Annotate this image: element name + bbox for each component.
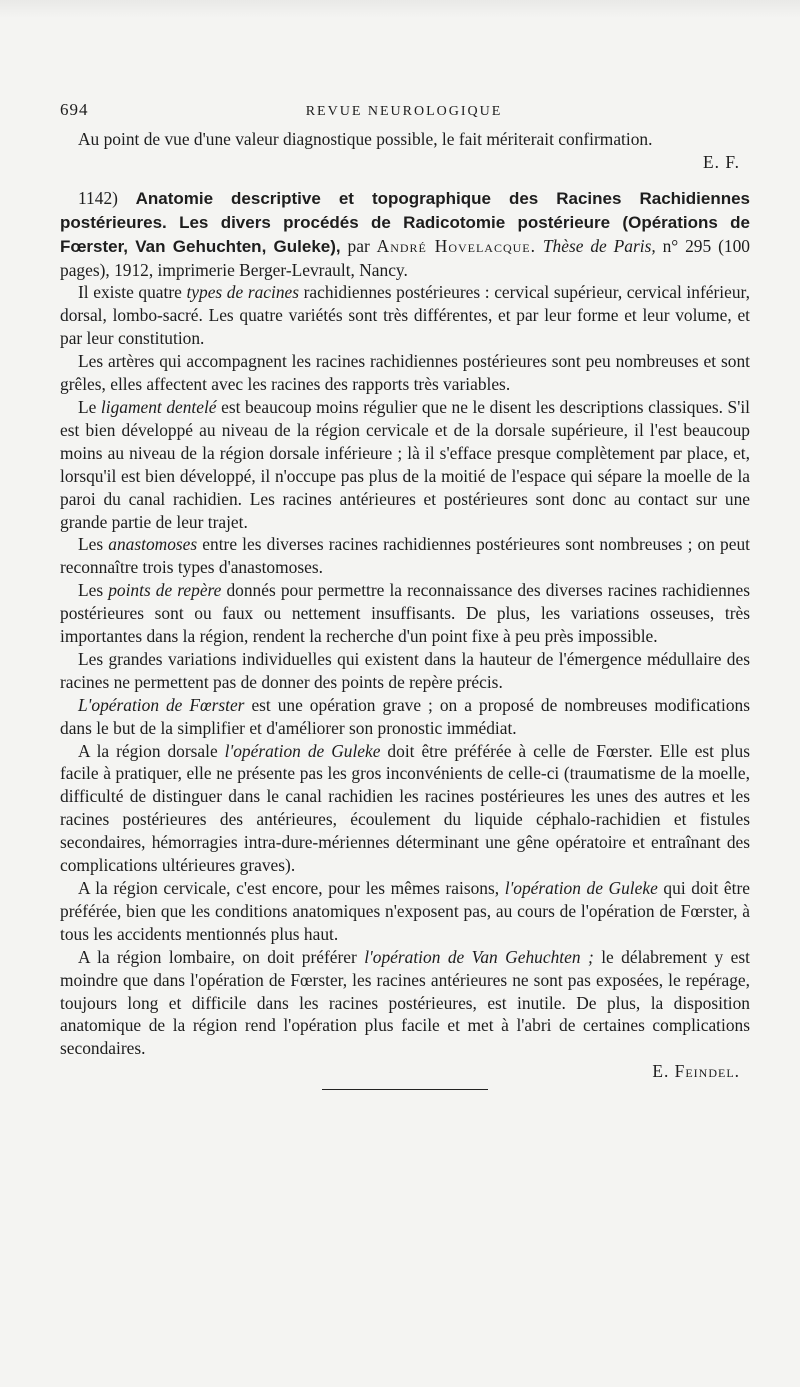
- text-run: Les: [78, 534, 104, 555]
- text-run: doit être préférée à celle de Fœrster. Elle est plus facile à pratiquer, elle ne présente pas les gros inconvénients de celle-ci (traumatisme de la moelle, difficulté de distinguer dans le canal rachidien les racines postérieures les unes des autres et les racines postérieures des antérieures, écoulement du liquide céphalo-rachidien et fistules secondaires, hémorragies intra-dure-mériennes déterminant une gêne opératoire et entraînant des complications ultérieures graves).: [60, 740, 750, 876]
- previous-entry-end: Au point de vue d'une valeur diagnostique possible, le fait mériterait confirmation.: [78, 129, 653, 149]
- emphasis: anastomoses: [108, 534, 198, 555]
- emphasis: l'opération de Van Gehuchten ;: [364, 946, 594, 967]
- text-run: donnés pour permettre la reconnaissance des diverses racines rachidiennes postérieures sont ou faux ou nettement insuffisants. De plus, les variations osseuses, très importantes dans la région, rendent la recherche d'un point fixe à peu près impossible.: [60, 580, 750, 647]
- previous-signature: E. F.: [703, 151, 740, 172]
- citation-par: par: [347, 235, 370, 256]
- entry-number: 1142): [78, 187, 118, 208]
- emphasis: l'opération de Guleke: [504, 878, 658, 898]
- text-run: Il existe quatre: [78, 282, 182, 303]
- section-divider: [322, 1089, 488, 1090]
- emphasis: L'opération de Fœrster: [78, 694, 245, 715]
- entry-title: Anatomie descriptive et topographique des Racines Rachidiennes postérieures. Les divers procédés de Radicotomie postérieure (Opérations de Fœrster, Van Gehuchten, Guleke),: [60, 188, 750, 256]
- emphasis: ligament dentelé: [100, 396, 217, 417]
- paragraph-foerster: [60, 694, 750, 740]
- page-number: 694: [60, 100, 89, 119]
- paragraph-ligament: [60, 396, 750, 533]
- emphasis: types de racines: [186, 282, 300, 303]
- text-run: Le: [78, 396, 97, 417]
- entry-signature: E. Feindel.: [652, 1061, 740, 1082]
- paragraph-variations: Les grandes variations individuelles qui existent dans la hauteur de l'émergence médullaire des racines ne permettent pas de donner des points de repère précis.: [60, 648, 750, 692]
- emphasis: points de repère: [108, 580, 222, 601]
- entry-details: n° 295 (100 pages), 1912, imprimerie Berger-Levrault, Nancy.: [60, 235, 750, 280]
- paragraph-lumbar: [60, 946, 750, 1061]
- paragraph-arteries: Les artères qui accompagnent les racines rachidiennes postérieures sont peu nombreuses et sont grêles, elles affectent avec les racines des rapports très variables.: [60, 351, 750, 395]
- running-head: REVUE NEUROLOGIQUE: [305, 104, 503, 119]
- paragraph-cervical: [60, 877, 750, 946]
- text-run: A la région cervicale, c'est encore, pour les mêmes raisons,: [78, 878, 500, 898]
- page-header: [60, 100, 748, 122]
- emphasis: l'opération de Guleke: [224, 740, 381, 761]
- text-run: rachidiennes postérieures : cervical supérieur, cervical inférieur, dorsal, lombo-sacré. Les quatre variétés sont très différentes, et par leur forme et leur volume, et par leur constitution.: [60, 282, 750, 349]
- entry-heading: [60, 187, 750, 282]
- paragraph-landmarks: [60, 579, 750, 648]
- paragraph-dorsal: [60, 740, 750, 877]
- entry-thesis: Thèse de Paris,: [542, 235, 656, 256]
- text-run: est beaucoup moins régulier que ne le disent les descriptions classiques. S'il est bien développé au niveau de la région cervicale et de la dorsale supérieure, il l'est beaucoup moins au niveau de la région dorsale inférieure ; là il s'efface presque complètement par place, et, lorsqu'il est bien développé, il n'occupe pas plus de la moitié de l'espace qui sépare la moelle de la paroi du canal rachidien. Les racines antérieures et postérieures sont donc au contact sur une grande partie de leur trajet.: [60, 396, 750, 532]
- text-run: A la région lombaire, on doit préférer: [78, 946, 357, 967]
- paragraph-types: [60, 281, 750, 350]
- text-run: le délabrement y est moindre que dans l'opération de Fœrster, les racines antérieures ne sont pas exposées, le repérage, toujours long et difficile dans les racines postérieures, est inutile. De plus, la disposition anatomique de la région rend l'opération plus facile et met à l'abri de certaines complications secondaires.: [60, 946, 750, 1059]
- article-body: [60, 128, 750, 1090]
- paragraph-anastomoses: [60, 533, 750, 579]
- text-run: Les: [78, 580, 104, 601]
- text-run: est une opération grave ; on a proposé de nombreuses modifications dans le but de la simplifier et d'améliorer son pronostic immédiat.: [60, 694, 750, 738]
- text-run: qui doit être préférée, bien que les conditions anatomiques n'exposent pas, au cours de l'opération de Fœrster, à tous les accidents mentionnés plus haut.: [60, 878, 750, 944]
- text-run: A la région dorsale: [78, 740, 218, 761]
- text-run: entre les diverses racines rachidiennes postérieures sont nombreuses ; on peut reconnaître trois types d'anastomoses.: [60, 534, 750, 578]
- entry-author: André Hovelacque.: [376, 235, 536, 256]
